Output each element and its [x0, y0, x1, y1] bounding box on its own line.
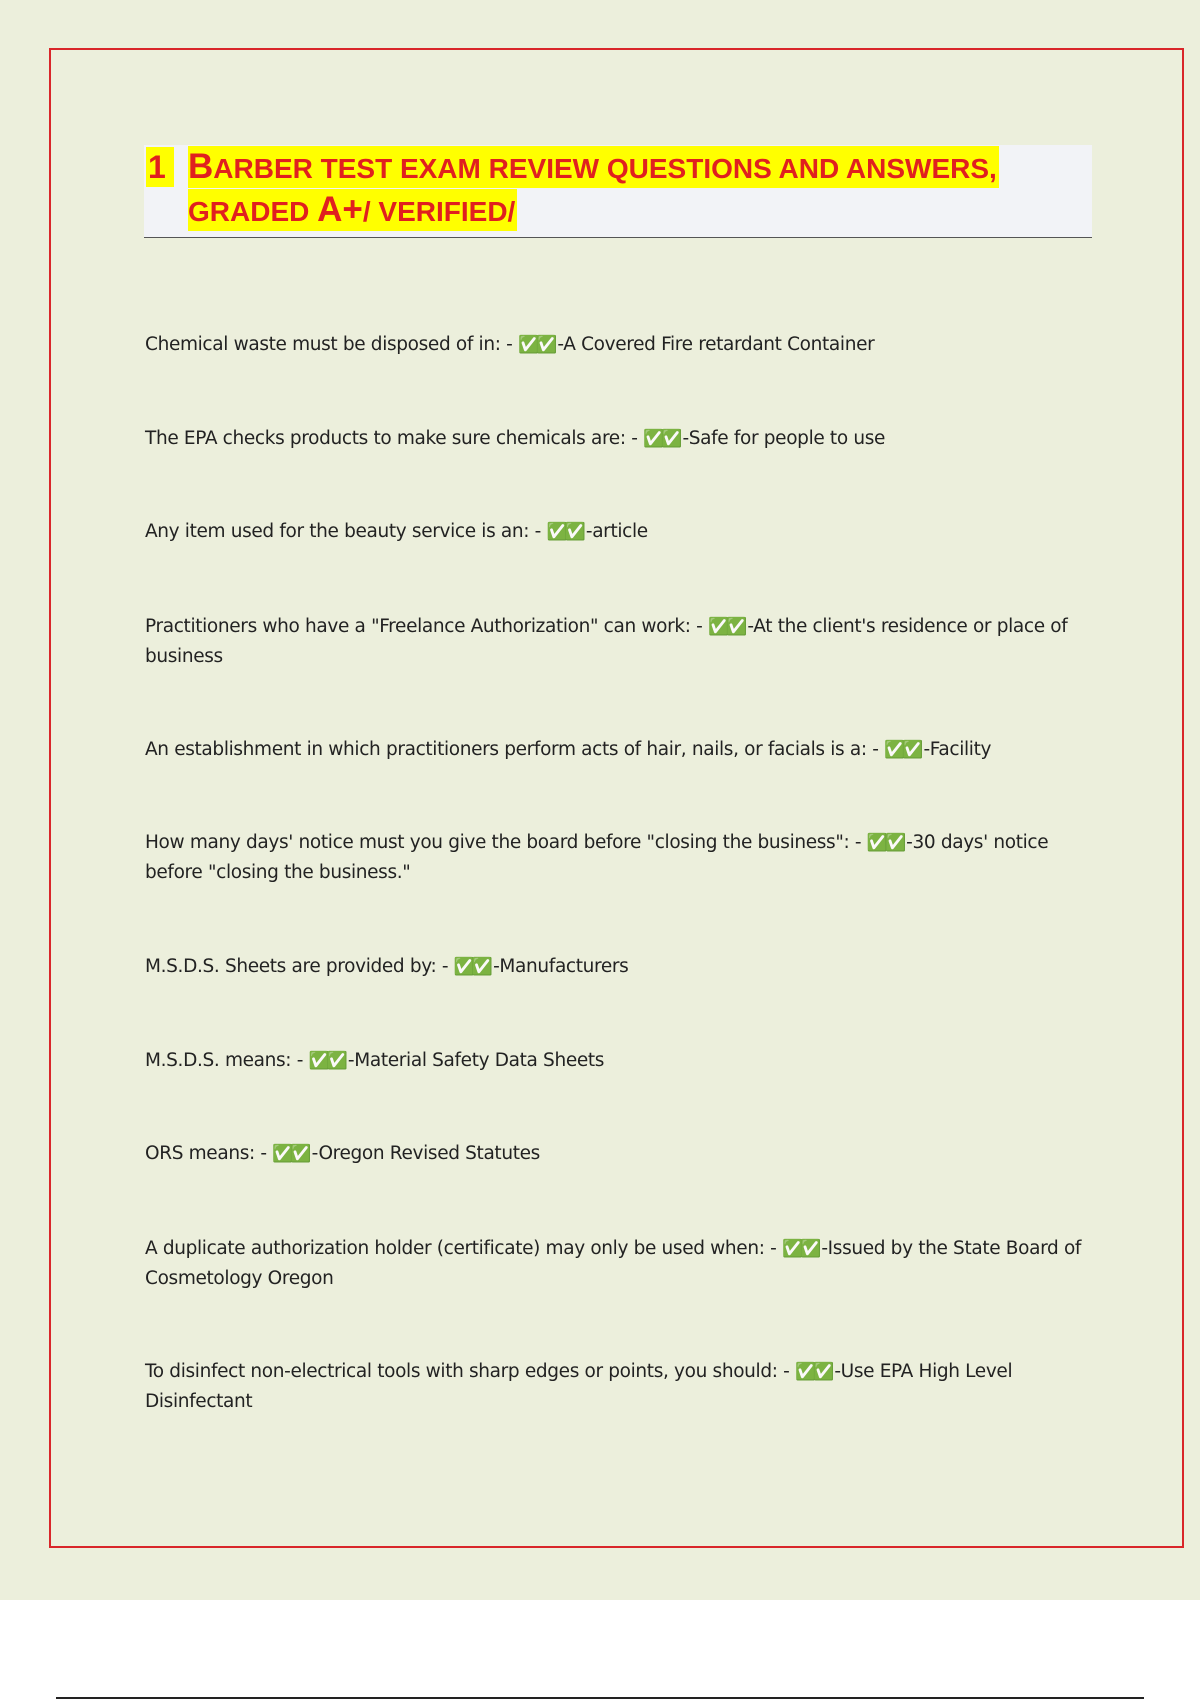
double-check-icon: ✅✅: [795, 1362, 832, 1382]
heading-line-1-text: ARBER TEST EXAM REVIEW QUESTIONS AND ANSWERS,: [213, 153, 997, 184]
question-text: M.S.D.S. means: -: [145, 1050, 309, 1071]
answer-text: -article: [585, 521, 648, 542]
double-check-icon: ✅✅: [272, 1144, 309, 1164]
heading-grade: A+: [317, 190, 363, 229]
qa-item: [145, 1234, 1090, 1293]
answer-text: -Issued by the State Board of Cosmetology Oregon: [145, 1238, 1082, 1289]
double-check-icon: ✅✅: [782, 1239, 819, 1259]
answer-text: -30 days' notice before "closing the business.": [145, 832, 1049, 883]
answer-text: -A Covered Fire retardant Container: [557, 334, 875, 355]
qa-item: [145, 1046, 1090, 1076]
footer-rule: [56, 1697, 1144, 1699]
heading-line-2-post: / VERIFIED/: [362, 196, 516, 227]
question-text: Any item used for the beauty service is an: -: [145, 521, 547, 542]
answer-text: -Material Safety Data Sheets: [347, 1050, 605, 1071]
double-check-icon: ✅✅: [308, 1051, 345, 1071]
question-text: Chemical waste must be disposed of in: -: [145, 334, 518, 355]
question-text: The EPA checks products to make sure chemicals are: -: [145, 428, 644, 449]
heading-initial: B: [188, 147, 214, 186]
double-check-icon: ✅✅: [518, 335, 555, 355]
answer-text: -Manufacturers: [493, 956, 629, 977]
double-check-icon: ✅✅: [866, 833, 904, 853]
question-text: How many days' notice must you give the board before "closing the business": -: [145, 832, 867, 853]
document-heading: [144, 145, 1092, 238]
question-text: An establishment in which practitioners perform acts of hair, nails, or facials is a: -: [145, 739, 885, 760]
question-text: ORS means: -: [145, 1143, 273, 1164]
answer-text: -Facility: [923, 739, 992, 760]
double-check-icon: ✅✅: [453, 957, 491, 977]
heading-number: 1: [146, 147, 174, 187]
double-check-icon: ✅✅: [546, 522, 583, 542]
qa-item: [145, 735, 1090, 765]
answer-text: -Oregon Revised Statutes: [311, 1143, 540, 1164]
question-text: Practitioners who have a "Freelance Authorization" can work: -: [145, 616, 709, 637]
qa-item: [145, 612, 1090, 671]
question-text: To disinfect non-electrical tools with sharp edges or points, you should: -: [145, 1361, 795, 1382]
qa-item: [145, 330, 1090, 360]
answer-text: -Safe for people to use: [682, 428, 886, 449]
heading-line-1: [188, 146, 999, 188]
qa-item: [145, 828, 1090, 887]
qa-item: [145, 1357, 1090, 1416]
double-check-icon: ✅✅: [708, 617, 745, 637]
answer-text: -At the client's residence or place of business: [145, 616, 1068, 667]
double-check-icon: ✅✅: [884, 740, 921, 760]
heading-line-2-pre: GRADED: [188, 196, 318, 227]
qa-item: [145, 517, 1090, 547]
double-check-icon: ✅✅: [643, 429, 680, 449]
heading-line-2: [188, 189, 517, 231]
qa-item: [145, 424, 1090, 454]
qa-item: [145, 952, 1090, 982]
answer-text: -Use EPA High Level Disinfectant: [145, 1361, 1013, 1412]
question-text: M.S.D.S. Sheets are provided by: -: [145, 956, 454, 977]
question-text: A duplicate authorization holder (certificate) may only be used when: -: [145, 1238, 782, 1259]
page-frame: [49, 48, 1184, 1548]
qa-item: [145, 1139, 1090, 1169]
